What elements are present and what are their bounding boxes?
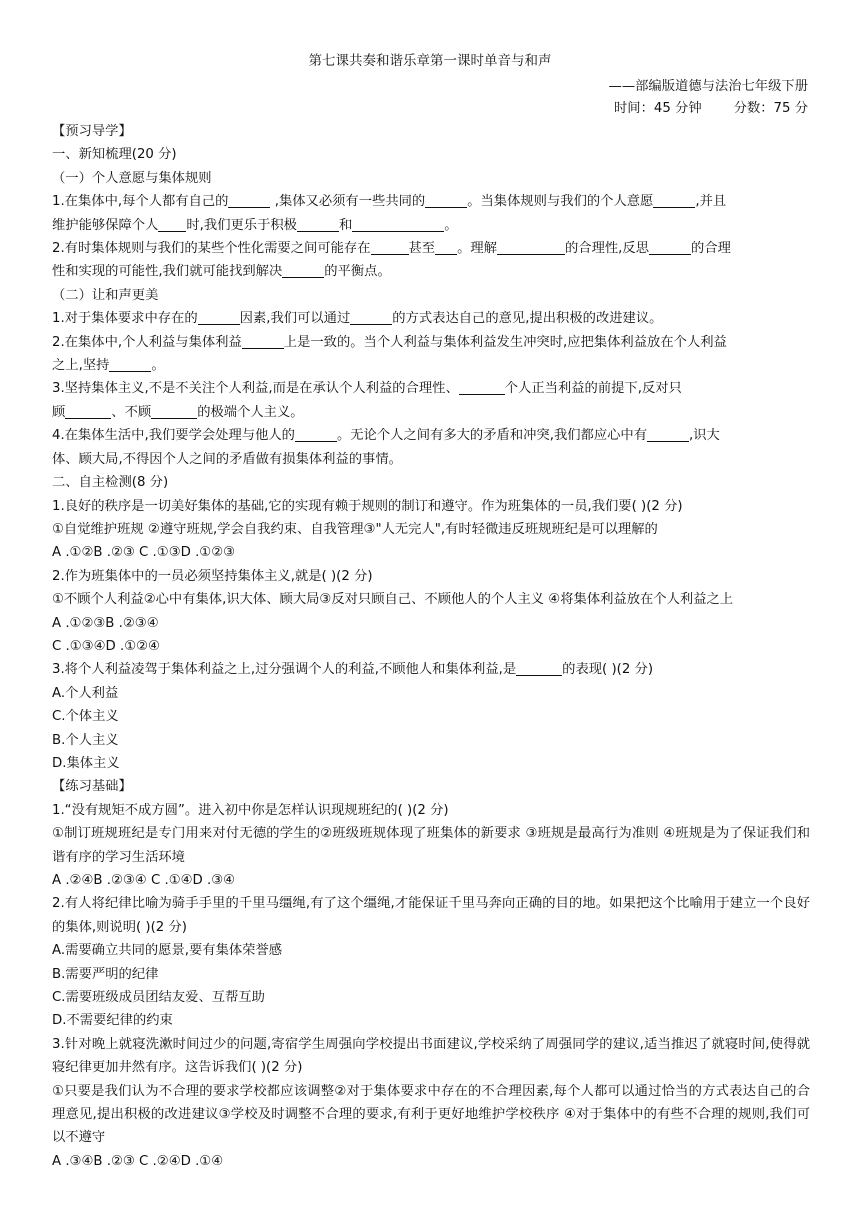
practice-question-2-stem: 2.有人将纪律比喻为骑手手里的千里马缰绳,有了这个缰绳,才能保证千里马奔向正确的目的地。如果把这个比喻用于建立一个良好的集体,则说明( )(2 分) — [52, 896, 810, 935]
answer-blank[interactable] — [647, 426, 689, 442]
answer-blank[interactable] — [350, 309, 392, 325]
fill-question-2-line-1: 2.有时集体规则与我们的某些个性化需要之间可能存在 甚至 。理解 的合理性,反思 的合理 — [52, 241, 731, 257]
practice-option-d: D.不需要纪律的约束 — [52, 1013, 173, 1029]
answer-blank[interactable] — [297, 216, 339, 232]
answer-blank[interactable] — [352, 216, 444, 232]
choice-question-2-stem: 2.作为班集体中的一员必须坚持集体主义,就是( )(2 分) — [52, 568, 373, 584]
answer-blank[interactable] — [653, 192, 695, 208]
fill-question-r1: 1.对于集体要求中存在的 因素,我们可以通过 的方式表达自己的意见,提出积极的改进建议。 — [52, 311, 663, 327]
practice-question-3-statements: ①只要是我们认为不合理的要求学校都应该调整②对于集体要求中存在的不合理因素,每个人都可以通过恰当的方式表达自己的合理意见,提出积极的改进建议③学校及时调整不合理的要求,有利于更好地维护学校秩序 ④对于集体中的有些不合理的规则,我们可以不遵守 — [52, 1083, 810, 1146]
answer-blank[interactable] — [65, 403, 111, 419]
answer-blank[interactable] — [371, 239, 409, 255]
total-score: 分数：75 分 — [733, 101, 808, 116]
time-limit: 时间：45 分钟 — [614, 101, 702, 116]
answer-blank[interactable] — [425, 192, 467, 208]
choice-option-a: A.个人利益 — [52, 685, 119, 701]
choice-option-b: B.个人主义 — [52, 732, 119, 748]
choice-question-2-statements: ①不顾个人利益②心中有集体,识大体、顾大局③反对只顾自己、不顾他人的个人主义 ④将集体利益放在个人利益之上 — [52, 592, 734, 608]
fill-question-1-line-1: 1.在集体中,每个人都有自己的 ,集体又必须有一些共同的 。当集体规则与我们的个人意愿 ,并且 — [52, 194, 727, 210]
part-heading-knowledge: 一、新知梳理(20 分) — [52, 147, 177, 163]
choice-option-d: D.集体主义 — [52, 755, 120, 771]
fill-question-r4-line-1: 4.在集体生活中,我们要学会处理与他人的 。无论个人之间有多大的矛盾和冲突,我们都应心中有 ,识大 — [52, 428, 720, 444]
practice-question-1-options: A .②④B .②③④ C .①④D .③④ — [52, 873, 236, 888]
choice-question-2-options-1: A .①②③B .②③④ — [52, 615, 159, 631]
practice-option-a: A.需要确立共同的愿景,要有集体荣誉感 — [52, 943, 283, 959]
worksheet-body — [52, 120, 810, 1173]
fill-question-r3-line-1: 3.坚持集体主义,不是不关注个人利益,而是在承认个人利益的合理性、 个人正当利益的前提下,反对只 — [52, 381, 682, 397]
answer-blank[interactable] — [151, 403, 197, 419]
practice-question-3-options: A .③④B .②③ C .②④D .①④ — [52, 1153, 224, 1169]
practice-question-1-statements: ①制订班规班纪是专门用来对付无德的学生的②班级班规体现了班集体的新要求 ③班规是最高行为准则 ④班规是为了保证我们和谐有序的学习生活环境 — [52, 826, 810, 865]
subsection-heading-1: （一）个人意愿与集体规则 — [52, 170, 212, 186]
fill-question-r2-line-2: 之上,坚持 。 — [52, 358, 165, 374]
answer-blank[interactable] — [158, 216, 186, 232]
answer-blank[interactable] — [242, 333, 284, 349]
answer-blank[interactable] — [435, 239, 457, 255]
fill-question-r4-line-2: 体、顾大局,不得因个人之间的矛盾做有损集体利益的事情。 — [52, 451, 402, 467]
choice-question-1-options: A .①②B .②③ C .①③D .①②③ — [52, 545, 236, 561]
page-subtitle: ——部编版道德与法治七年级下册 — [608, 79, 808, 94]
choice-question-1-stem: 1.良好的秩序是一切美好集体的基础,它的实现有赖于规则的制订和遵守。作为班集体的一员,我们要( )(2 分) — [52, 498, 683, 514]
choice-question-3-stem: 3.将个人利益凌驾于集体利益之上,过分强调个人的利益,不顾他人和集体利益,是 的表现( )(2 分) — [52, 662, 654, 678]
section-heading-practice: 【练习基础】 — [52, 779, 132, 795]
choice-question-2-options-2: C .①③④D .①②④ — [52, 638, 160, 654]
exam-meta — [614, 98, 808, 120]
part-heading-selfcheck: 二、自主检测(8 分) — [52, 475, 169, 491]
section-heading-preview: 【预习导学】 — [52, 124, 132, 139]
page-title: 第七课共奏和谐乐章第一课时单音与和声 — [308, 53, 552, 69]
fill-question-2-line-2: 性和实现的可能性,我们就可能找到解决 的平衡点。 — [52, 264, 391, 280]
fill-question-r2-line-1: 2.在集体中,个人利益与集体利益 上是一致的。当个人利益与集体利益发生冲突时,应把集体利益放在个人利益 — [52, 334, 727, 350]
answer-blank[interactable] — [228, 192, 270, 208]
answer-blank[interactable] — [497, 239, 565, 255]
fill-question-r3-line-2: 顾 、不顾 的极端个人主义。 — [52, 404, 304, 420]
answer-blank[interactable] — [109, 356, 151, 372]
answer-blank[interactable] — [516, 660, 562, 676]
choice-option-c: C.个体主义 — [52, 709, 119, 725]
practice-question-1-stem: 1.“没有规矩不成方圆”。进入初中你是怎样认识现规班纪的( )(2 分) — [52, 802, 449, 818]
answer-blank[interactable] — [649, 239, 691, 255]
choice-question-1-statements: ①自觉维护班规 ②遵守班规,学会自我约束、自我管理③"人无完人",有时轻微违反班规班纪是可以理解的 — [52, 521, 658, 537]
answer-blank[interactable] — [459, 379, 505, 395]
practice-option-c: C.需要班级成员团结友爱、互帮互助 — [52, 990, 265, 1006]
practice-question-3-stem: 3.针对晚上就寝洗漱时间过少的问题,寄宿学生周强向学校提出书面建议,学校采纳了周强同学的建议,适当推迟了就寝时间,使得就寝纪律更加井然有序。这告诉我们( )(2 分) — [52, 1036, 810, 1076]
fill-question-1-line-2: 维护能够保障个人 时,我们更乐于积极 和 。 — [52, 217, 458, 233]
subsection-heading-2: （二）让和声更美 — [52, 287, 159, 303]
answer-blank[interactable] — [198, 309, 240, 325]
answer-blank[interactable] — [295, 426, 337, 442]
practice-option-b: B.需要严明的纪律 — [52, 966, 159, 982]
answer-blank[interactable] — [282, 262, 324, 278]
